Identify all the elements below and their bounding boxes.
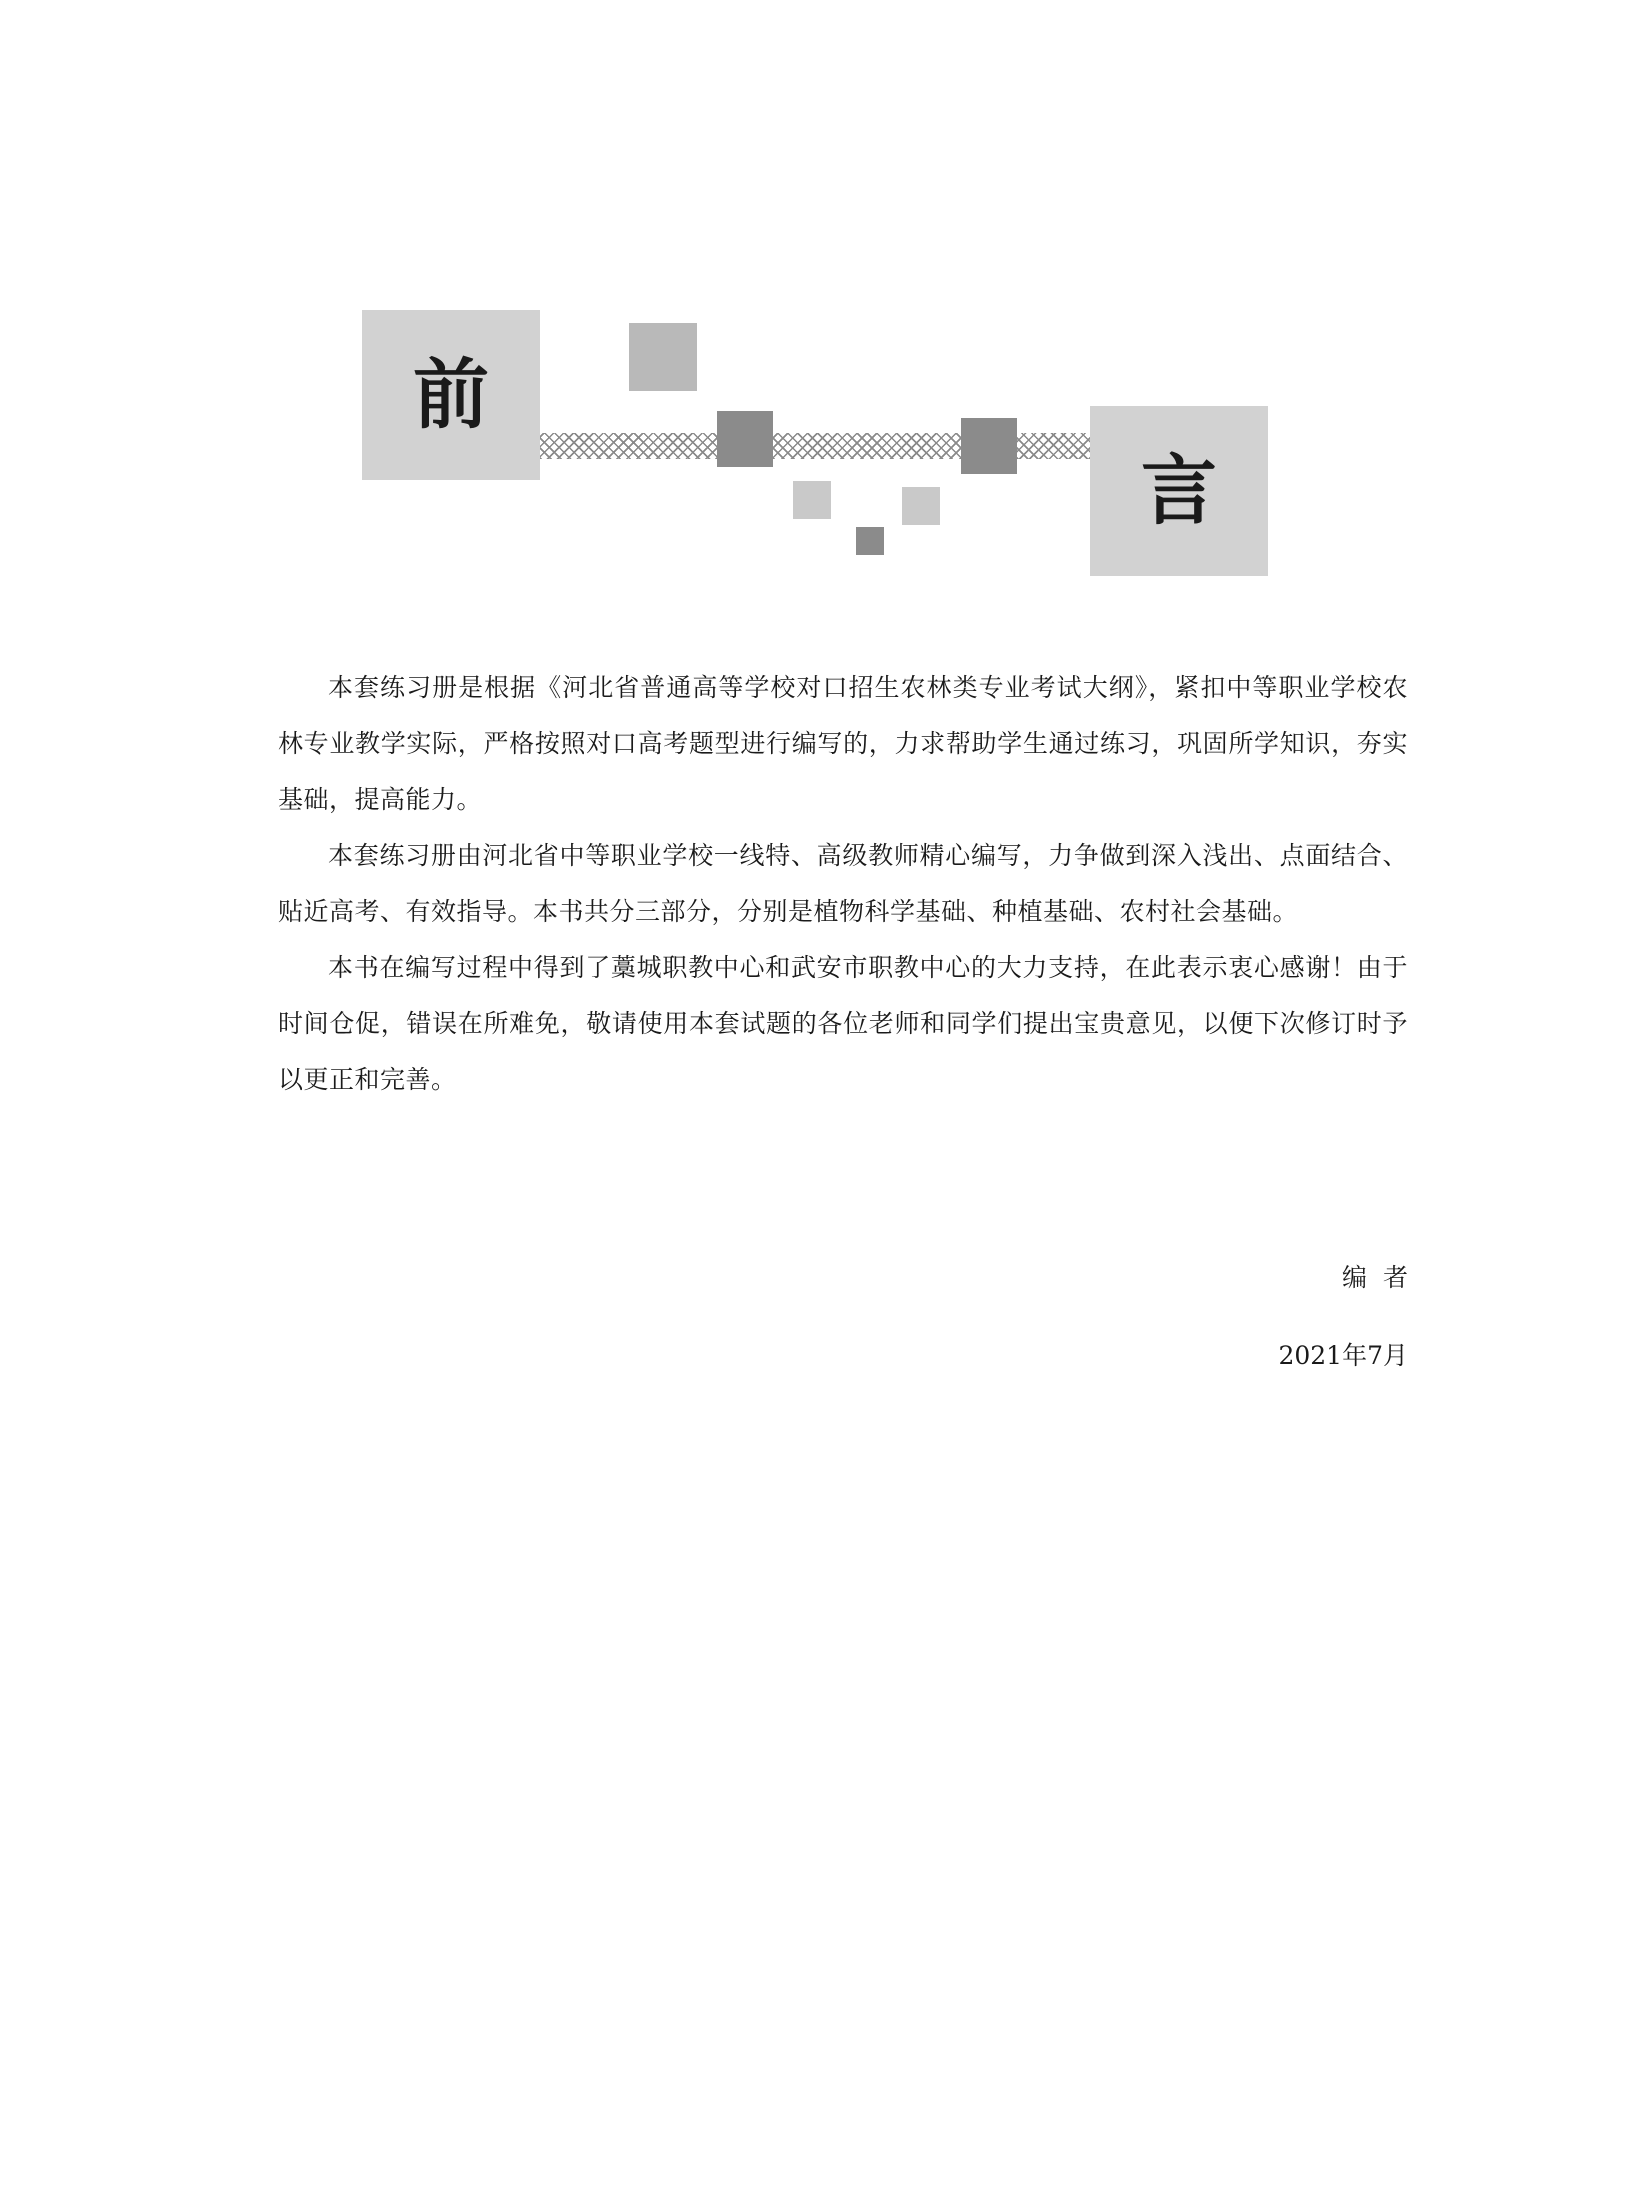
preface-paragraph: 本书在编写过程中得到了藁城职教中心和武安市职教中心的大力支持，在此表示衷心感谢！由于时间仓促，错误在所难免，敬请使用本套试题的各位老师和同学们提出宝贵意见，以便下次修订时予以更正和完善。 (278, 953, 1408, 1094)
title-box-right (1090, 406, 1268, 576)
title-char-qian: 前 (413, 350, 489, 439)
lattice-band (1017, 433, 1090, 459)
preface-header-ornament (0, 0, 1632, 600)
title-char-yan: 言 (1141, 446, 1217, 535)
signature-date: 2021年7月 (1278, 1341, 1408, 1370)
preface-body (278, 660, 1408, 1108)
preface-paragraph: 本套练习册由河北省中等职业学校一线特、高级教师精心编写，力争做到深入浅出、点面结合、贴近高考、有效指导。本书共分三部分，分别是植物科学基础、种植基础、农村社会基础。 (278, 841, 1408, 926)
decorative-square (856, 527, 884, 555)
lattice-band (540, 433, 717, 459)
decorative-square (961, 418, 1017, 474)
preface-signature (1278, 1258, 1424, 1376)
lattice-band (773, 433, 961, 459)
title-box-left (362, 310, 540, 480)
decorative-square (629, 323, 697, 391)
decorative-square (717, 411, 773, 467)
signature-author: 编者 (1341, 1263, 1424, 1292)
decorative-square (793, 481, 831, 519)
preface-paragraph: 本套练习册是根据《河北省普通高等学校对口招生农林类专业考试大纲》，紧扣中等职业学校农林专业教学实际，严格按照对口高考题型进行编写的，力求帮助学生通过练习，巩固所学知识，夯实基础，提高能力。 (278, 673, 1408, 814)
decorative-square (902, 487, 940, 525)
